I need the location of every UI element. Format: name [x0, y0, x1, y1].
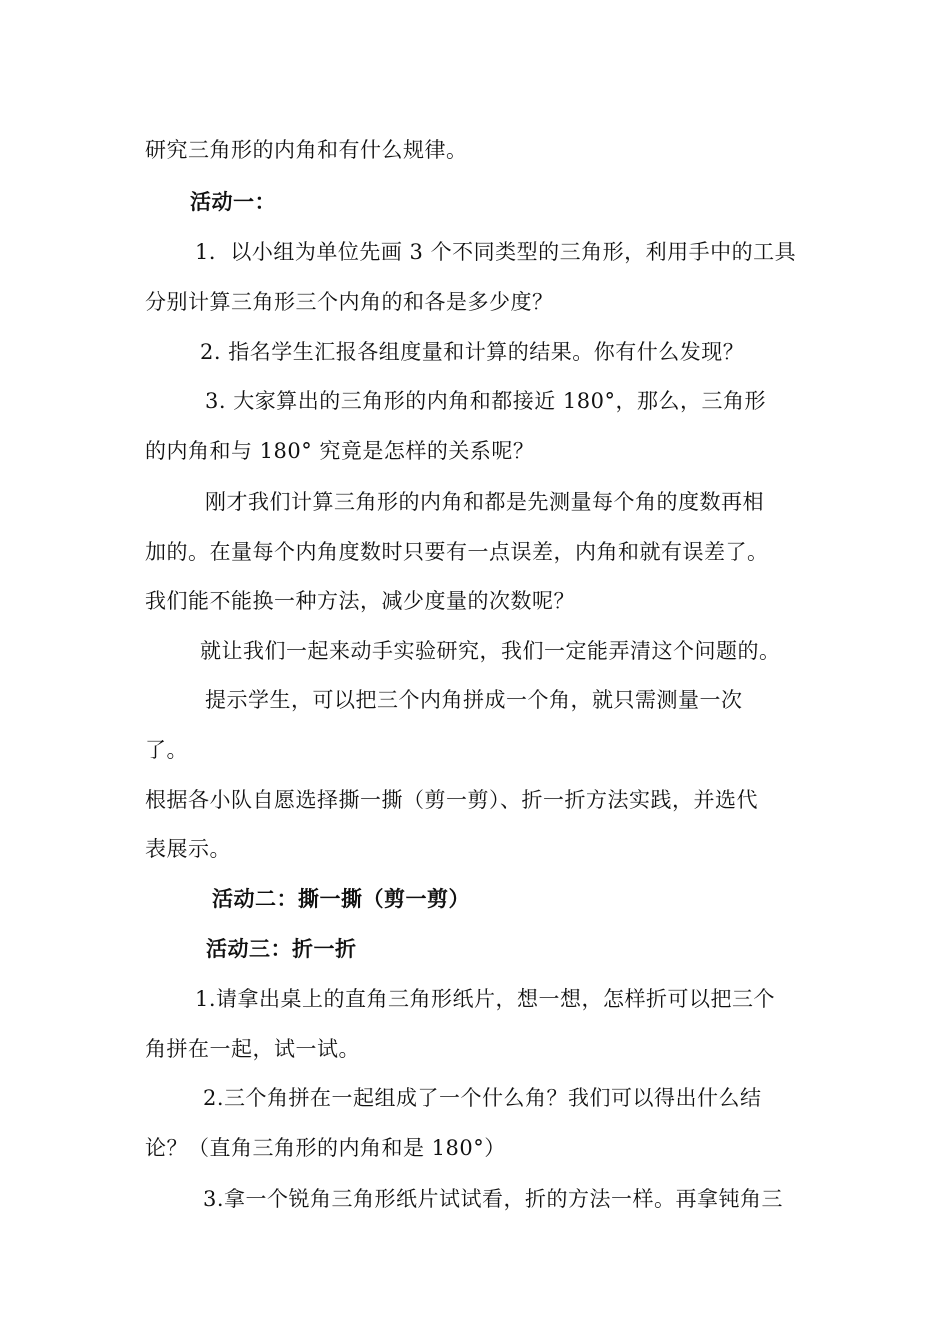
hint-line-2: 了。	[145, 738, 188, 762]
practice-line-1: 根据各小队自愿选择撕一撕（剪一剪）、折一折方法实践，并选代	[145, 788, 758, 812]
step-2-line: 2. 指名学生汇报各组度量和计算的结果。你有什么发现？	[200, 340, 745, 364]
activity-three-heading: 活动三：折一折	[206, 937, 357, 961]
step-3-line-2: 的内角和与 180° 究竟是怎样的关系呢？	[145, 439, 535, 463]
paragraph-line-3: 我们能不能换一种方法，减少度量的次数呢？	[145, 589, 575, 613]
activity-one-heading: 活动一：	[190, 190, 276, 214]
practice-line-2: 表展示。	[145, 837, 231, 861]
paragraph-line-4: 就让我们一起来动手实验研究，我们一定能弄清这个问题的。	[200, 639, 781, 663]
step-3-line-1: 3. 大家算出的三角形的内角和都接近 180°，那么，三角形	[205, 389, 766, 413]
activity-two-heading: 活动二：撕一撕（剪一剪）	[212, 887, 470, 911]
step-1-line-2: 分别计算三角形三个内角的和各是多少度？	[145, 290, 554, 314]
fold-step-2-line-2: 论？（直角三角形的内角和是 180°）	[145, 1136, 506, 1160]
fold-step-1-line-1: 1.请拿出桌上的直角三角形纸片，想一想，怎样折可以把三个	[195, 987, 776, 1011]
paragraph-line-1: 刚才我们计算三角形的内角和都是先测量每个角的度数再相	[205, 490, 764, 514]
paragraph-line-2: 加的。在量每个内角度数时只要有一点误差，内角和就有误差了。	[145, 540, 769, 564]
hint-line-1: 提示学生，可以把三个内角拼成一个角，就只需测量一次	[205, 688, 743, 712]
intro-line: 研究三角形的内角和有什么规律。	[145, 138, 468, 162]
fold-step-3-line-1: 3.拿一个锐角三角形纸片试试看，折的方法一样。再拿钝角三	[203, 1187, 784, 1211]
fold-step-2-line-1: 2.三个角拼在一起组成了一个什么角？我们可以得出什么结	[203, 1086, 762, 1110]
fold-step-1-line-2: 角拼在一起，试一试。	[145, 1037, 360, 1061]
step-1-line-1: 1．以小组为单位先画 3 个不同类型的三角形，利用手中的工具	[195, 240, 797, 264]
